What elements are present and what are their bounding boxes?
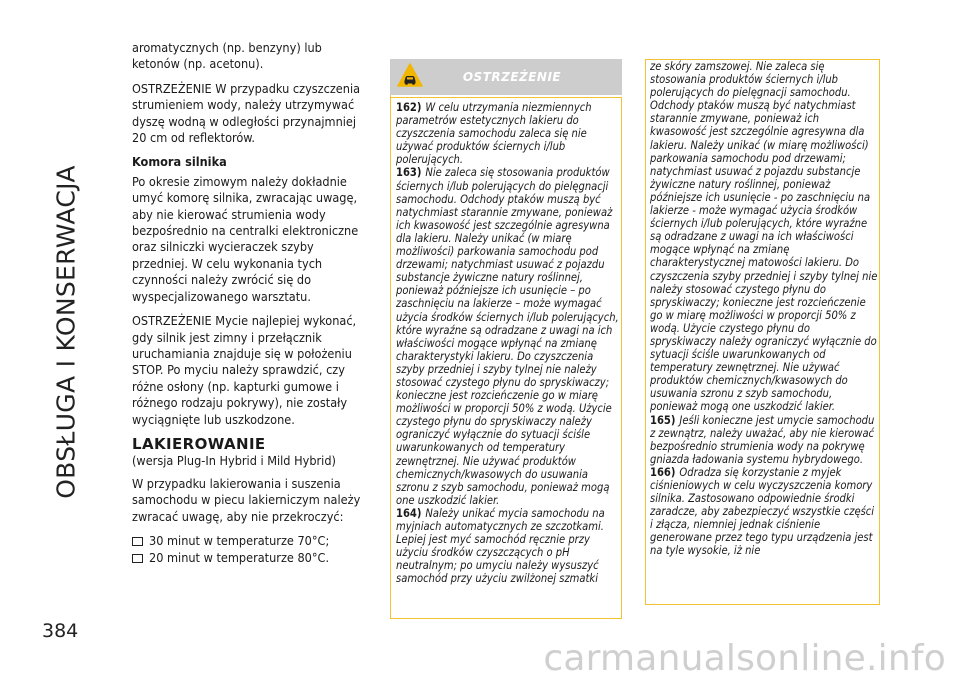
- column-left: [132, 40, 372, 568]
- item-number: 163): [396, 166, 422, 180]
- paragraph: aromatycznych (np. benzyny) lub ketonów (np. acetonu).: [132, 40, 322, 72]
- warning-content: [396, 101, 622, 585]
- item-text: W celu utrzymania niezmiennych parametrów estetycznych lakieru do czyszczenia samochodu zaleca się nie używać produktów ściernych i/lub polerujących.: [396, 101, 592, 167]
- item-number: 164): [396, 506, 422, 520]
- warning-item: ze skóry zamszowej. Nie zaleca się stosowania produktów ściernych i/lub polerujących do pielęgnacji samochodu. Odchody ptaków muszą być natychmiast starannie zmywane, ponieważ ich kwasowość jest szczególnie agresywna dla lakieru. Należy unikać (w miarę możliwości) parkowania samochodu pod drzewami; natychmiast usuwać z pojazdu substancje żywiczne natury roślinnej, ponieważ późniejsze ich usunięcie - po zaschnięciu na lakierze - może wymagać użycia środków ściernych i/lub polerujących, które wyraźne są odradzane z uwagi na ich właściwości mogące wpłynąć na zmianę charakterystycznej matowości lakieru. Do czyszczenia szyby przedniej i szyby tylnej nie należy stosować czystego płynu do spryskiwaczy; konieczne jest rozcieńczenie go w miarę możliwości w proporcji 50% z wodą. Użycie czystego płynu do spryskiwaczy należy ograniczyć wyłącznie do sytuacji ściśle uwarunkowanych od temperatury zewnętrznej. Nie używać produktów chemicznych/kwasowych do usuwania szronu z szyb samochodu, ponieważ mogą one uszkodzić lakier.: [650, 60, 878, 414]
- paragraph: OSTRZEŻENIE W przypadku czyszczenia strumieniem wody, należy utrzymywać dyszę wodną w odległości przynajmniej 20 cm od reflektorów.: [132, 80, 361, 146]
- warning-continuation-content: [650, 60, 878, 558]
- item-text: Odradza się korzystanie z myjek ciśnieniowych w celu wyczyszczenia komory silnika. Zastosowano odpowiednie środki zaradcze, aby zabezpieczyć wszystkie części i złącza, niemniej jednak ciśnienie generowane przez tego typu urządzenia jest na tyle wysokie, iż nie: [650, 465, 875, 558]
- item-number: 162): [396, 101, 422, 114]
- item-text: Jeśli konieczne jest umycie samochodu z zewnątrz, należy uważać, aby nie kierować bezpośrednio strumienia wody na pokrywę gniazda ładowania systemu hybrydowego.: [650, 413, 875, 466]
- paragraph: W przypadku lakierowania i suszenia samochodu w piecu lakierniczym należy zwracać uwagę, aby nie przekroczyć:: [132, 475, 361, 524]
- warning-header: [390, 59, 622, 95]
- page-number: 384: [42, 620, 79, 642]
- list-item-text: 30 minut w temperaturze 70°C;: [149, 532, 330, 548]
- car-warning-icon: [397, 63, 423, 91]
- warning-item: [650, 414, 878, 466]
- warning-title: OSTRZEŻENIE: [462, 70, 562, 84]
- checkbox-icon: [132, 554, 143, 563]
- list-item: [132, 533, 372, 549]
- checkbox-icon: [132, 537, 143, 546]
- item-text: Należy unikać mycia samochodu na myjniach automatycznych ze szczotkami. Lepiej jest myć samochód ręcznie przy użyciu środków czyszczących o pH neutralnym; po umyciu należy wysuszyć samochód przy użyciu zwilżonej szmatki: [396, 506, 605, 586]
- paragraph: OSTRZEŻENIE Mycie najlepiej wykonać, gdy silnik jest zimny i przełącznik uruchamiania znajduje się w położeniu STOP. Po myciu należy sprawdzić, czy różne osłony (np. kapturki gumowe i różnego rodzaju pokrywy), nie zostały wyciągnięte lub uszkodzone.: [132, 313, 357, 427]
- temperature-list: [132, 533, 372, 567]
- warning-item: [650, 466, 878, 558]
- list-item: [132, 550, 372, 566]
- section-heading-engine: Komora silnika: [132, 154, 227, 170]
- warning-item: [396, 101, 622, 166]
- section-subtitle: (wersja Plug-In Hybrid i Mild Hybrid): [132, 453, 336, 469]
- item-number: 165): [650, 413, 676, 427]
- item-number: 166): [650, 465, 676, 479]
- watermark: carmanualsonline.info: [543, 638, 946, 679]
- list-item-text: 20 minut w temperaturze 80°C.: [149, 550, 330, 566]
- section-heading-paint: LAKIEROWANIE: [132, 434, 266, 453]
- chapter-title: OBSŁUGA I KONSERWACJA: [51, 165, 81, 499]
- paragraph: Po okresie zimowym należy dokładnie umyć komorę silnika, zwracając uwagę, aby nie kierować strumienia wody bezpośrednio na centralki elektroniczne oraz silniczki wycieraczek szyby przedniej. W celu wykonania tych czynności należy zwrócić się do wyspecjalizowanego warsztatu.: [132, 173, 359, 304]
- item-text: Nie zaleca się stosowania produktów ściernych i/lub polerujących do pielęgnacji samochodu. Odchody ptaków muszą być natychmiast starannie zmywane, ponieważ ich kwasowość jest szczególnie agresywna dla lakieru. Należy unikać (w miarę możliwości) parkowania samochodu pod drzewami; natychmiast usuwać z pojazdu substancje żywiczne natury roślinnej, ponieważ późniejsze ich usunięcie – po zaschnięciu na lakierze – może wymagać użycia środków ściernych i/lub polerujących, które wyraźne są odradzane z uwagi na ich właściwości mogące wpłynąć na zmianę charakterystyki lakieru. Do czyszczenia szyby przedniej i szyby tylnej nie należy stosować czystego płynu do spryskiwaczy; konieczne jest rozcieńczenie go w miarę możliwości w proporcji 50% z wodą. Użycie czystego płynu do spryskiwaczy należy ograniczyć wyłącznie do sytuacji ściśle uwarunkowanych od temperatury zewnętrznej. Nie używać produktów chemicznych/kwasowych do usuwania szronu z szyb samochodu, ponieważ mogą one uszkodzić lakier.: [396, 166, 619, 507]
- warning-header-line: [390, 97, 622, 98]
- warning-item: [396, 507, 622, 586]
- warning-item: [396, 166, 622, 506]
